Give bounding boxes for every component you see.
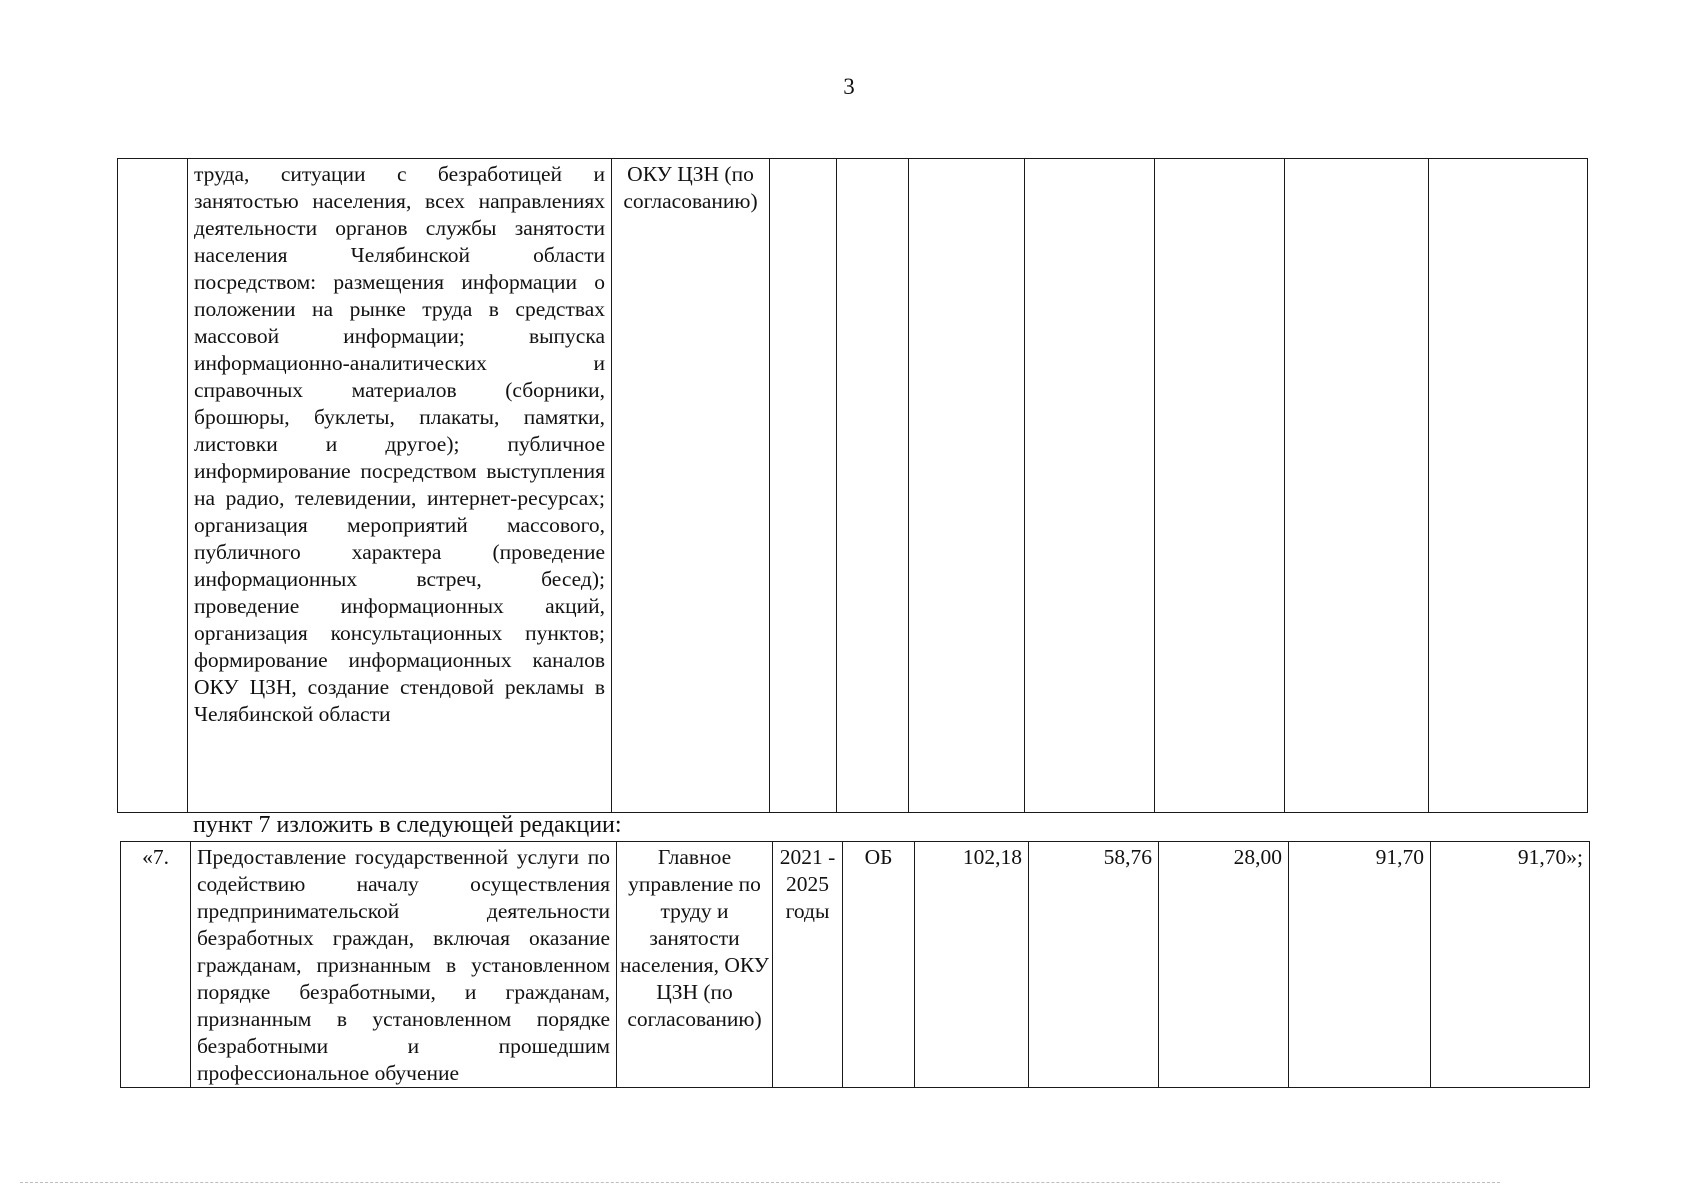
year-4-cell	[1429, 159, 1588, 813]
measures-table-new	[120, 841, 1590, 1088]
measure-description-cell: Предоставление государственной услуги по содействию началу осуществления предпринимательской деятельности безработных граждан, включая оказание гражданам, признанным в установленном порядке безработными, и гражданам, признанным в установленном порядке безработными и прошедшим профессиональное обучение	[191, 842, 617, 1088]
measures-table-continued	[117, 158, 1588, 813]
amendment-instruction: пункт 7 изложить в следующей редакции:	[193, 812, 622, 838]
total-cell: 102,18	[915, 842, 1029, 1088]
responsible-cell: Главное управление по труду и занятости населения, ОКУ ЦЗН (по согласованию)	[617, 842, 773, 1088]
responsible-cell: ОКУ ЦЗН (по согласованию)	[612, 159, 770, 813]
funding-source-cell	[837, 159, 909, 813]
measure-description-cell: труда, ситуации с безработицей и занятостью населения, всех направлениях деятельности органов службы занятости населения Челябинской области посредством: размещения информации о положении на рынке труда в средствах массовой информации; выпуска информационно-аналитических и справочных материалов (сборники, брошюры, буклеты, плакаты, памятки, листовки и другое); публичное информирование посредством выступления на радио, телевидении, интернет-ресурсах; организация мероприятий массового, публичного характера (проведение информационных встреч, бесед); проведение информационных акций, организация консультационных пунктов; формирование информационных каналов ОКУ ЦЗН, создание стендовой рекламы в Челябинской области	[188, 159, 612, 813]
year-3-cell	[1285, 159, 1429, 813]
year-2-cell	[1155, 159, 1285, 813]
table-row	[118, 159, 1588, 813]
page-number: 3	[843, 74, 855, 99]
row-number-cell	[118, 159, 188, 813]
row-number-cell: «7.	[121, 842, 191, 1088]
funding-source-cell: ОБ	[843, 842, 915, 1088]
scan-footer-rule	[20, 1182, 1500, 1183]
year-2-cell: 28,00	[1159, 842, 1289, 1088]
table-row	[121, 842, 1590, 1088]
period-cell	[770, 159, 837, 813]
year-3-cell: 91,70	[1289, 842, 1431, 1088]
total-cell	[909, 159, 1025, 813]
year-1-cell	[1025, 159, 1155, 813]
year-1-cell: 58,76	[1029, 842, 1159, 1088]
year-4-cell: 91,70»;	[1431, 842, 1590, 1088]
period-cell: 2021 - 2025 годы	[773, 842, 843, 1088]
